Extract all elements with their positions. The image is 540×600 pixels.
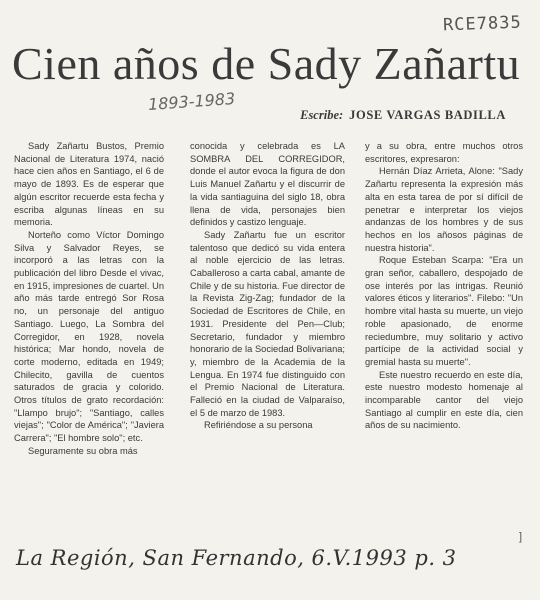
column-3 — [365, 140, 523, 432]
paragraph: conocida y celebrada es LA SOMBRA DEL CORREGIDOR, donde el autor evoca la figura de don Luis Manuel Zañartu y el discurrir de la vida santiaguina del siglo 18, obra llena de vida, personajes bien definidos y castizo lenguaje. — [190, 141, 345, 228]
paragraph: Seguramente su obra más — [28, 445, 138, 456]
article-title: Cien años de Sady Zañartu — [12, 38, 521, 89]
paragraph: y a su obra, entre muchos otros escritores, expresaron: — [365, 141, 523, 164]
column-2 — [190, 140, 345, 432]
paragraph: Norteño como Víctor Domingo Silva y Salvador Reyes, se incorporó a las letras con la publicación del libro Desde el vivac, en 1915, impresiones de cuartel. Un año más tarde entregó Sor Rosa no, un personaje del antiguo Santiago. Luego, La Sombra del Corregidor, en 1928, novela histórica; Mar hondo, novela de corte moderno, editada en 1949; Chilecito, gavilla de cuentos saturados de gracia y colorido. Otros títulos de grato recordación: "Llampo brujo"; "Santiago, calles viejas"; "Color de América"; "Javiera Carrera"; "El hombre solo"; etc. — [14, 229, 164, 444]
paragraph: Sady Zañartu Bustos, Premio Nacional de Literatura 1974, nació hace cien años en Santiago, el 6 de mayo de 1893. Es de esperar que algún escritor recuerde esta fecha y escriba algunas líneas en su memoria. — [14, 141, 164, 228]
archive-code: RCE7835 — [443, 12, 523, 36]
end-mark: ] — [519, 531, 523, 543]
paragraph: Hernán Díaz Arrieta, Alone: "Sady Zañartu representa la expresión más alta en esta tarea de por sí difícil de penetrar e interpretar los viejos andanzas de los hombres y de sus hechos en los añosos páginas de nuestra historia". — [365, 166, 523, 253]
paragraph: Sady Zañartu fue un escritor talentoso que dedicó su vida entera al noble ejercicio de las letras. Caballeroso a carta cabal, amante de Chile y de su historia. Fue director de la Revista Zig-Zag; fundador de la Sociedad de Escritores de Chile, en 1931. Presidente del Pen—Club; Secretario, fundador y miembro honorario de la Sociedad Bolivariana; y, miembro de la Academia de la Lengua. En 1974 fue distinguido con el Premio Nacional de Literatura. Falleció en la ciudad de Valparaíso, el 5 de marzo de 1983. — [190, 229, 345, 418]
column-1 — [14, 140, 164, 458]
paragraph: Roque Esteban Scarpa: "Era un gran señor, caballero, despojado de ose interés por las intrigas. Reunió valores éticos y literarios". Filebo: "Un hombre vital hasta su muerte, un viejo roble apasionado, de enorme reciedumbre, muy solitario y activo partícipe de la actividad social y gremial hasta su muerte". — [365, 255, 523, 367]
handwritten-source-note: La Región, San Fernando, 6.V.1993 p. 3 — [16, 546, 457, 570]
paragraph: Este nuestro recuerdo en este día, este nuestro modesto homenaje al incomparable cantor del viejo Santiago al cumplir en este día, cien años de su nacimiento. — [365, 369, 523, 431]
paragraph: Refiriéndose a su persona — [204, 420, 313, 431]
byline — [300, 108, 506, 123]
byline-label: Escribe: — [300, 108, 344, 122]
byline-author: JOSE VARGAS BADILLA — [349, 108, 506, 122]
handwritten-years: 1893-1983 — [147, 88, 236, 115]
